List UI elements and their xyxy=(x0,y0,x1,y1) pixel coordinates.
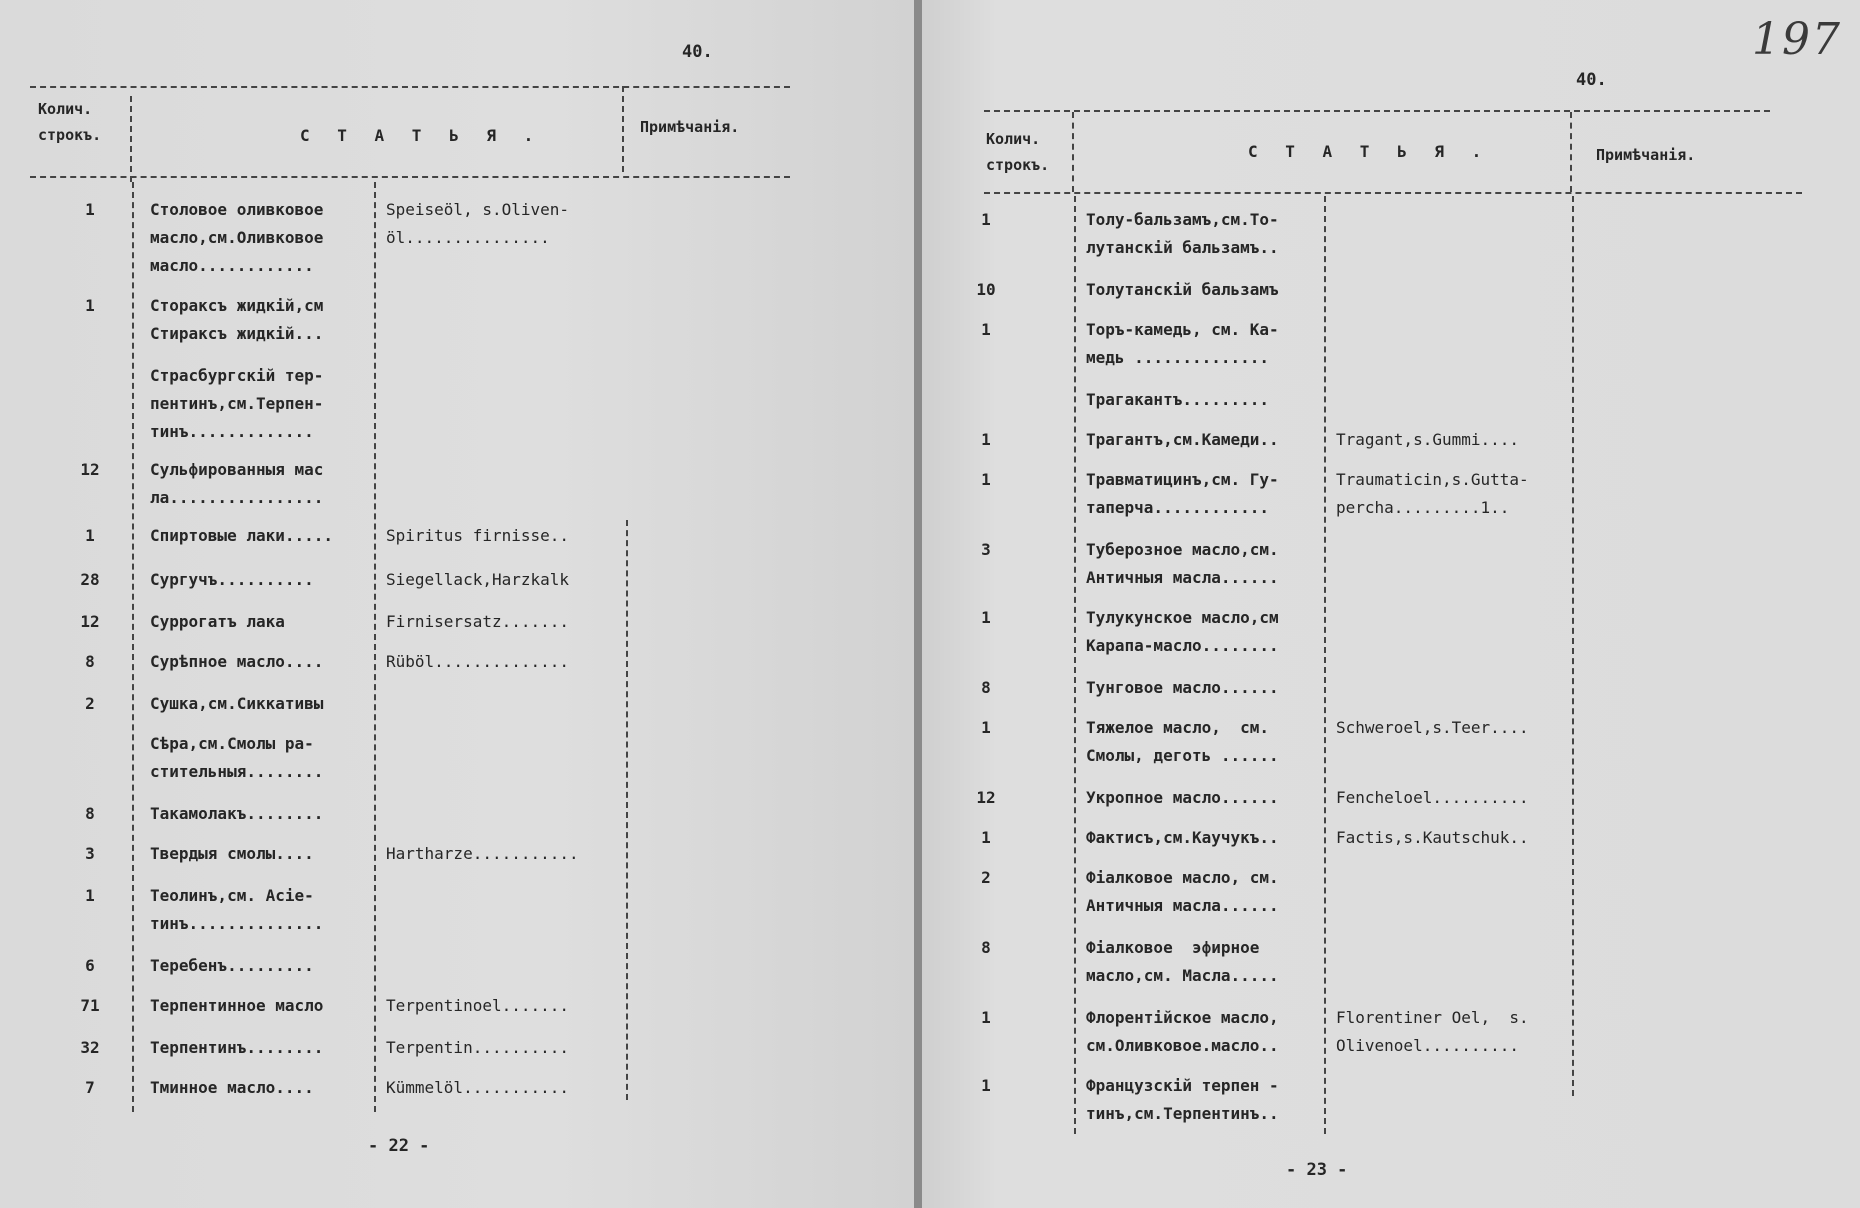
row-article: Сургучъ.......... xyxy=(150,570,314,589)
right-col-divider-article xyxy=(1324,196,1326,1134)
row-quantity: 8 xyxy=(85,804,95,823)
row-quantity: 6 xyxy=(85,956,95,975)
right-header-top-rule xyxy=(984,110,1770,112)
row-quantity: 1 xyxy=(981,1076,991,1095)
row-quantity: 12 xyxy=(80,460,100,479)
left-header-divider-2 xyxy=(622,86,624,172)
right-header-divider-1 xyxy=(1072,112,1074,192)
row-article: Травматицинъ,см. Гу- таперча............ xyxy=(1086,470,1279,517)
right-page xyxy=(922,0,1860,1208)
row-quantity: 12 xyxy=(976,788,996,807)
row-article: Терпентинное масло xyxy=(150,996,324,1015)
row-german-term: Tragant,s.Gummi.... xyxy=(1336,430,1520,449)
left-page xyxy=(0,0,916,1208)
right-header-article: С Т А Т Ь Я . xyxy=(1248,142,1491,161)
row-german-term: Rüböl.............. xyxy=(386,652,570,671)
row-quantity: 1 xyxy=(981,1008,991,1027)
right-header-divider-2 xyxy=(1570,112,1572,192)
row-article: Сушка,см.Сиккативы xyxy=(150,694,324,713)
row-german-term: Florentiner Oel, s. Olivenoel.......... xyxy=(1336,1008,1529,1055)
row-german-term: Terpentin.......... xyxy=(386,1038,570,1057)
row-german-term: Siegellack,Harzkalk xyxy=(386,570,570,589)
row-quantity: 1 xyxy=(981,470,991,489)
left-header-notes: Примѣчанія. xyxy=(640,118,740,136)
row-quantity: 8 xyxy=(85,652,95,671)
row-quantity: 2 xyxy=(85,694,95,713)
row-quantity: 1 xyxy=(85,200,95,219)
handwritten-folio-number: 197 xyxy=(1752,14,1842,65)
row-article: Терпентинъ........ xyxy=(150,1038,324,1057)
row-quantity: 1 xyxy=(981,430,991,449)
row-article: Сурѣпное масло.... xyxy=(150,652,324,671)
row-article: Торъ-камедь, см. Ка- медь .............. xyxy=(1086,320,1279,367)
row-article: Тулукунское масло,см Карапа-масло........ xyxy=(1086,608,1279,655)
row-article: Тяжелое масло, см. Смолы, деготь ...... xyxy=(1086,718,1279,765)
row-german-term: Kümmelöl........... xyxy=(386,1078,570,1097)
row-quantity: 3 xyxy=(85,844,95,863)
row-quantity: 1 xyxy=(981,320,991,339)
row-quantity: 1 xyxy=(85,526,95,545)
row-article: Фіалковое эфирное масло,см. Масла..... xyxy=(1086,938,1279,985)
row-article: Столовое оливковое масло,см.Оливковое масло............ xyxy=(150,200,324,275)
row-article: Толутанскій бальзамъ xyxy=(1086,280,1279,299)
row-article: Такамолакъ........ xyxy=(150,804,324,823)
right-page-number-top: 40. xyxy=(1576,70,1607,90)
row-quantity: 2 xyxy=(981,868,991,887)
left-col-divider-article xyxy=(374,182,376,1112)
row-german-term: Firnisersatz....... xyxy=(386,612,570,631)
row-article: Тминное масло.... xyxy=(150,1078,314,1097)
row-german-term: Terpentinoel....... xyxy=(386,996,570,1015)
row-article: Сѣра,см.Смолы ра- стительныя........ xyxy=(150,734,324,781)
left-col-divider-notes xyxy=(626,520,628,1100)
row-article: Трагакантъ......... xyxy=(1086,390,1270,409)
row-quantity: 8 xyxy=(981,678,991,697)
row-article: Твердыя смолы.... xyxy=(150,844,314,863)
row-german-term: Spiritus firnisse.. xyxy=(386,526,570,545)
row-article: Страсбургскій тер- пентинъ,см.Терпен- тинъ............. xyxy=(150,366,324,441)
row-article: Суррогатъ лака xyxy=(150,612,285,631)
row-quantity: 28 xyxy=(80,570,100,589)
right-header-qty: Колич. строкъ. xyxy=(986,130,1050,174)
left-page-number-top: 40. xyxy=(682,42,713,62)
left-header-divider-1 xyxy=(130,96,132,182)
right-col-divider-notes xyxy=(1572,196,1574,1096)
row-article: Фіалковое масло, см. Античныя масла...... xyxy=(1086,868,1279,915)
row-german-term: Traumaticin,s.Gutta- percha.........1.. xyxy=(1336,470,1529,517)
right-header-notes: Примѣчанія. xyxy=(1596,146,1696,164)
row-german-term: Hartharze........... xyxy=(386,844,579,863)
row-quantity: 7 xyxy=(85,1078,95,1097)
row-article: Стораксъ жидкій,см Стираксъ жидкій... xyxy=(150,296,324,343)
row-article: Толу-бальзамъ,см.То- лутанскій бальзамъ.. xyxy=(1086,210,1279,257)
row-article: Спиртовые лаки..... xyxy=(150,526,334,545)
row-quantity: 1 xyxy=(85,886,95,905)
left-page-footer: - 22 - xyxy=(368,1136,430,1156)
row-article: Теолинъ,см. Acie- тинъ.............. xyxy=(150,886,324,933)
right-header-bottom-rule xyxy=(984,192,1802,194)
row-german-term: Fencheloel.......... xyxy=(1336,788,1529,807)
row-article: Флорентійское масло, см.Оливковое.масло.. xyxy=(1086,1008,1279,1055)
row-quantity: 8 xyxy=(981,938,991,957)
right-page-footer: - 23 - xyxy=(1286,1160,1348,1180)
row-article: Трагантъ,см.Камеди.. xyxy=(1086,430,1279,449)
left-header-qty: Колич. строкъ. xyxy=(38,100,102,144)
row-quantity: 1 xyxy=(981,828,991,847)
row-quantity: 32 xyxy=(80,1038,100,1057)
row-quantity: 1 xyxy=(981,718,991,737)
row-quantity: 1 xyxy=(981,608,991,627)
row-quantity: 10 xyxy=(976,280,996,299)
row-german-term: Schweroel,s.Teer.... xyxy=(1336,718,1529,737)
row-quantity: 1 xyxy=(981,210,991,229)
row-quantity: 71 xyxy=(80,996,100,1015)
row-quantity: 12 xyxy=(80,612,100,631)
row-article: Тунговое масло...... xyxy=(1086,678,1279,697)
left-header-top-rule xyxy=(30,86,790,88)
row-article: Фактисъ,см.Каучукъ.. xyxy=(1086,828,1279,847)
row-german-term: Speiseöl, s.Oliven- öl............... xyxy=(386,200,570,247)
row-quantity: 1 xyxy=(85,296,95,315)
left-header-article: С Т А Т Ь Я . xyxy=(300,126,543,145)
row-quantity: 3 xyxy=(981,540,991,559)
left-header-bottom-rule xyxy=(30,176,790,178)
row-article: Укропное масло...... xyxy=(1086,788,1279,807)
right-col-divider-qty xyxy=(1074,196,1076,1134)
row-article: Туберозное масло,см. Античныя масла...... xyxy=(1086,540,1279,587)
row-article: Теребенъ......... xyxy=(150,956,314,975)
row-article: Сульфированныя мас ла................ xyxy=(150,460,324,507)
row-german-term: Factis,s.Kautschuk.. xyxy=(1336,828,1529,847)
row-article: Французскій терпен - тинъ,см.Терпентинъ.. xyxy=(1086,1076,1279,1123)
